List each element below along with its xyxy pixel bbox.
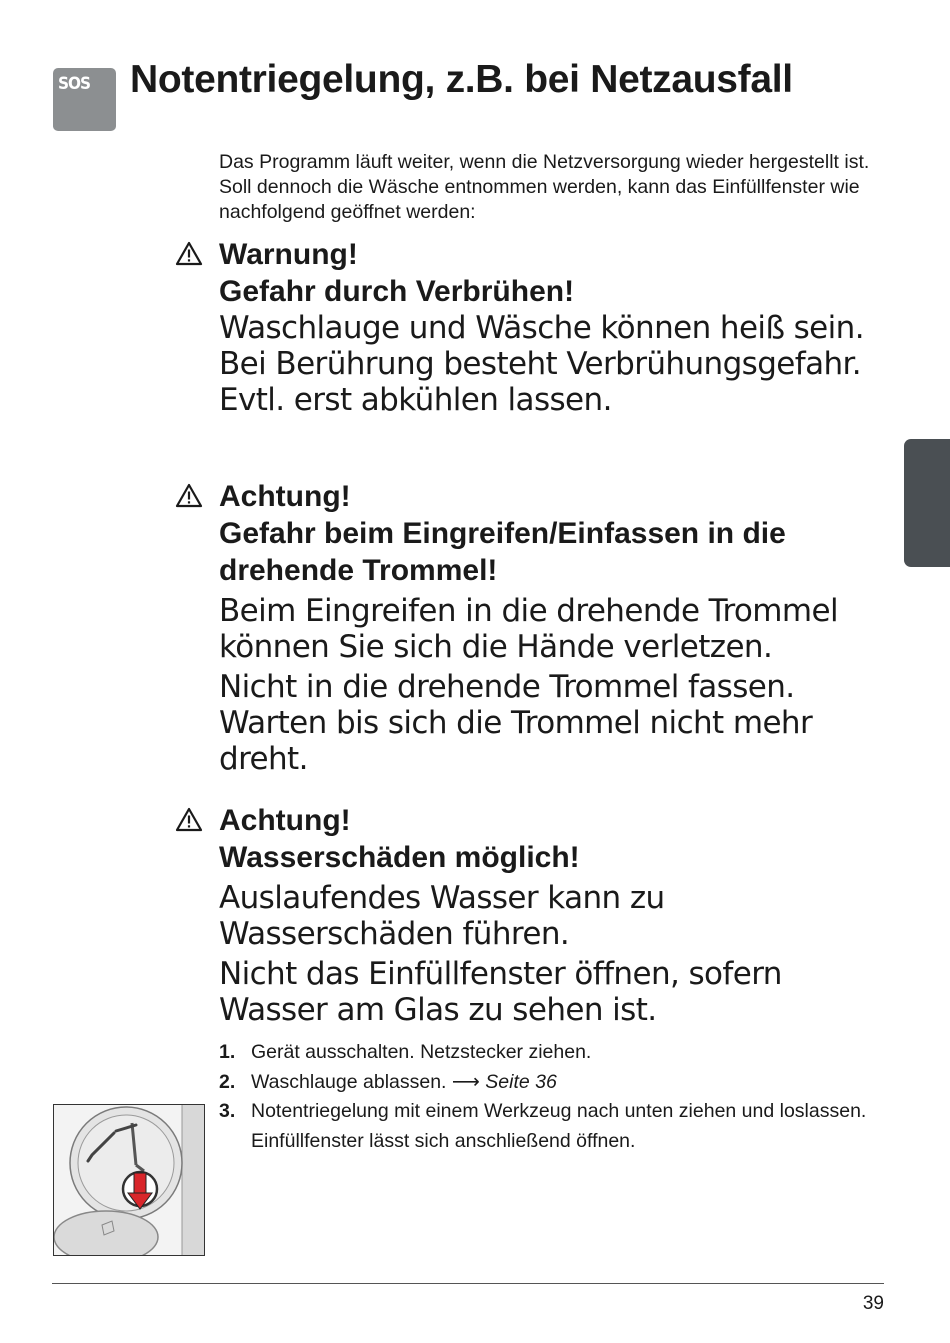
arrow-right-icon: ⟶ [451,1070,480,1093]
sos-badge [53,68,116,131]
intro-paragraph: Das Programm läuft weiter, wenn die Netzversorgung wieder hergestellt ist. Soll dennoch die Wäsche entnommen werden, kann das Einfüllfenster wie nachfolgend geöffnet werden: [219,151,870,223]
warning-label: Achtung! [219,804,351,837]
warning-triangle-icon [175,483,203,508]
step-number: 1. [219,1041,236,1063]
step-text: Notentriegelung mit einem Werkzeug nach unten ziehen und loslassen. [251,1100,867,1122]
emergency-release-illustration [53,1104,205,1256]
list-item [219,1070,889,1095]
warning-label: Achtung! [219,480,351,513]
chapter-tab [904,439,950,567]
instruction-steps [219,1040,889,1153]
warning-block-water-damage [175,802,895,1028]
warning-triangle-icon [175,241,203,266]
warning-headline: Wasserschäden möglich! [219,841,580,874]
warning-block-scalding [175,236,895,418]
page-title: Notentriegelung, z.B. bei Netzausfall [130,58,793,101]
warning-text: Auslaufendes Wasser kann zu Wasserschäden führen. [219,880,665,952]
footer-divider [52,1283,884,1284]
step-number: 2. [219,1070,236,1093]
warning-text: Evtl. erst abkühlen lassen. [219,382,612,418]
warning-text: Nicht das Einfüllfenster öffnen, sofern Wasser am Glas zu sehen ist. [219,956,782,1028]
warning-block-drum [175,478,895,777]
washing-machine-door-icon [54,1105,204,1255]
step-text: Waschlauge ablassen. [251,1070,452,1093]
warning-text: Beim Eingreifen in die drehende Trommel können Sie sich die Hände verletzen. [219,593,838,665]
page-number: 39 [862,1293,884,1314]
warning-text: Waschlauge und Wäsche können heiß sein. Bei Berührung besteht Verbrühungsgefahr. [219,310,864,382]
warning-headline: Gefahr beim Eingreifen/Einfassen in die drehende Trommel! [219,517,786,587]
warning-triangle-icon [175,807,203,832]
step-text: Gerät ausschalten. Netzstecker ziehen. [251,1041,592,1063]
warning-label: Warnung! [219,238,358,271]
warning-text: Nicht in die drehende Trommel fassen. Warten bis sich die Trommel nicht mehr dreht. [219,669,813,777]
list-item [219,1099,889,1124]
sos-badge-label: SOS [58,74,91,94]
page-reference-link[interactable]: Seite 36 [485,1070,557,1093]
list-item [219,1040,889,1065]
step-number: 3. [219,1100,236,1122]
warning-headline: Gefahr durch Verbrühen! [219,275,575,308]
step-note: Einfüllfenster lässt sich anschließend öffnen. [251,1129,636,1152]
